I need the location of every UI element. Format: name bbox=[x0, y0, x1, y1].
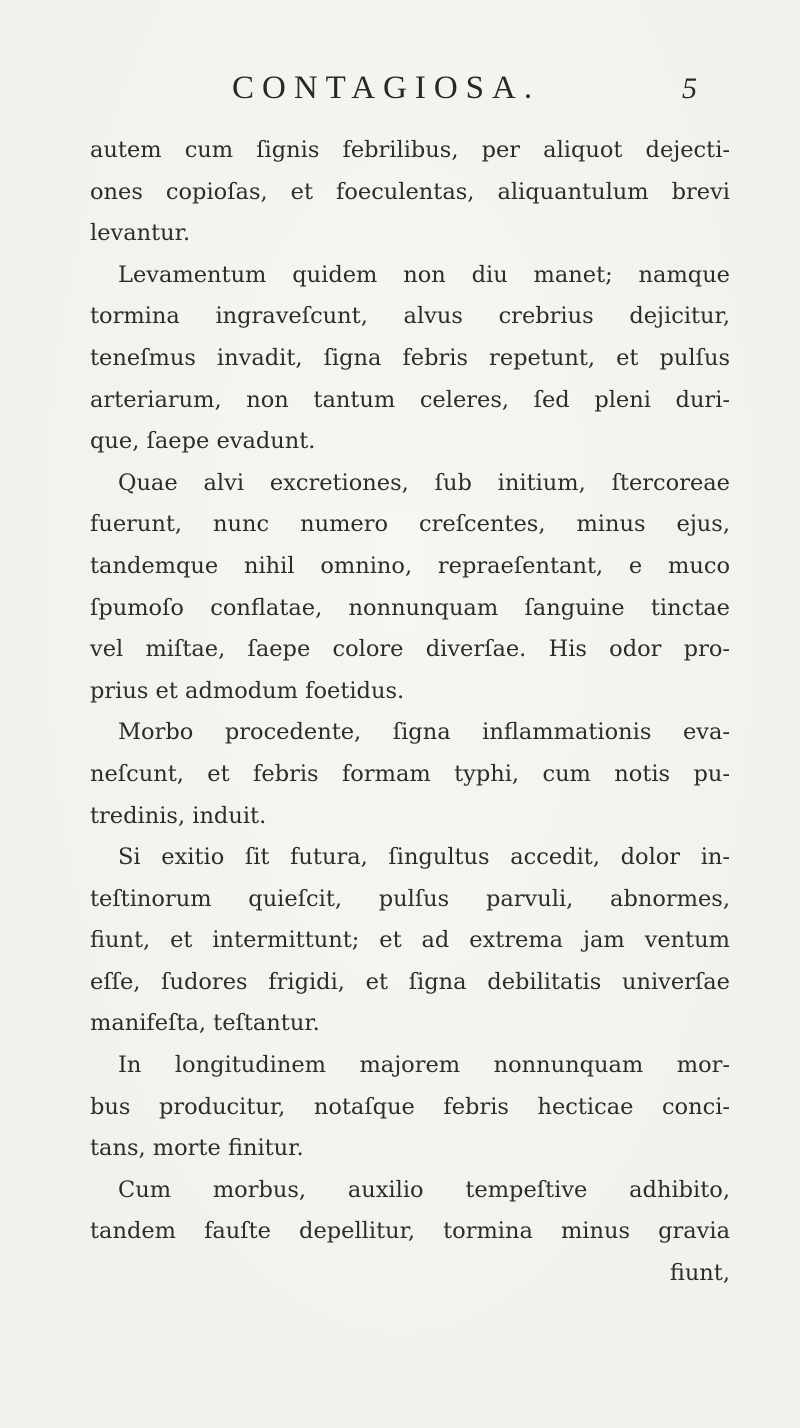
text-line: fiunt, et intermittunt; et ad extrema jam ventum bbox=[90, 927, 730, 954]
running-head bbox=[0, 70, 800, 110]
text-line: tredinis, induit. bbox=[90, 802, 267, 829]
text-line: fuerunt, nunc numero creſcentes, minus ejus, bbox=[90, 511, 730, 538]
text-line: fiunt, bbox=[669, 1260, 730, 1287]
text-line: neſcunt, et febris formam typhi, cum notis pu- bbox=[90, 760, 730, 787]
running-head-title: CONTAGIOSA. bbox=[232, 70, 541, 106]
text-line: ones copioſas, et foeculentas, aliquantulum brevi bbox=[90, 178, 730, 205]
text-line: Si exitio ſit futura, ſingultus accedit, dolor in- bbox=[118, 844, 730, 871]
text-line: que, ſaepe evadunt. bbox=[90, 428, 316, 455]
text-line: tandem fauſte depellitur, tormina minus gravia bbox=[90, 1218, 730, 1245]
text-line: ſpumoſo conflatae, nonnunquam ſanguine tinctae bbox=[90, 594, 730, 621]
text-line: tormina ingraveſcunt, alvus crebrius dejicitur, bbox=[90, 303, 730, 330]
text-line: vel miſtae, ſaepe colore diverſae. His odor pro- bbox=[90, 636, 730, 663]
text-line: prius et admodum foetidus. bbox=[90, 677, 405, 704]
text-line: autem cum ſignis febrilibus, per aliquot dejecti- bbox=[90, 137, 730, 163]
text-line: Quae alvi excretiones, ſub initium, ſtercoreae bbox=[118, 469, 730, 496]
text-line: In longitudinem majorem nonnunquam mor- bbox=[118, 1052, 730, 1079]
text-line: teſtinorum quieſcit, pulſus parvuli, abnormes, bbox=[90, 885, 730, 912]
text-line: Morbo procedente, ſigna inflammationis eva- bbox=[118, 719, 730, 746]
text-line: Cum morbus, auxilio tempeſtive adhibito, bbox=[118, 1176, 730, 1203]
text-line: Levamentum quidem non diu manet; namque bbox=[118, 261, 730, 288]
text-line: tans, morte finitur. bbox=[90, 1135, 304, 1162]
text-line: manifeſta, teſtantur. bbox=[90, 1010, 320, 1037]
text-line: teneſmus invadit, ſigna febris repetunt, et pulſus bbox=[90, 344, 730, 371]
text-line: bus producitur, notaſque febris hecticae conci- bbox=[90, 1093, 730, 1120]
body-text bbox=[90, 130, 730, 1295]
text-line: arteriarum, non tantum celeres, ſed pleni duri- bbox=[90, 386, 730, 413]
text-line: eſſe, ſudores frigidi, et ſigna debilitatis univerſae bbox=[90, 968, 730, 995]
text-line: tandemque nihil omnino, repraeſentant, e muco bbox=[90, 552, 730, 579]
page-number: 5 bbox=[682, 72, 697, 105]
text-line: levantur. bbox=[90, 220, 191, 247]
